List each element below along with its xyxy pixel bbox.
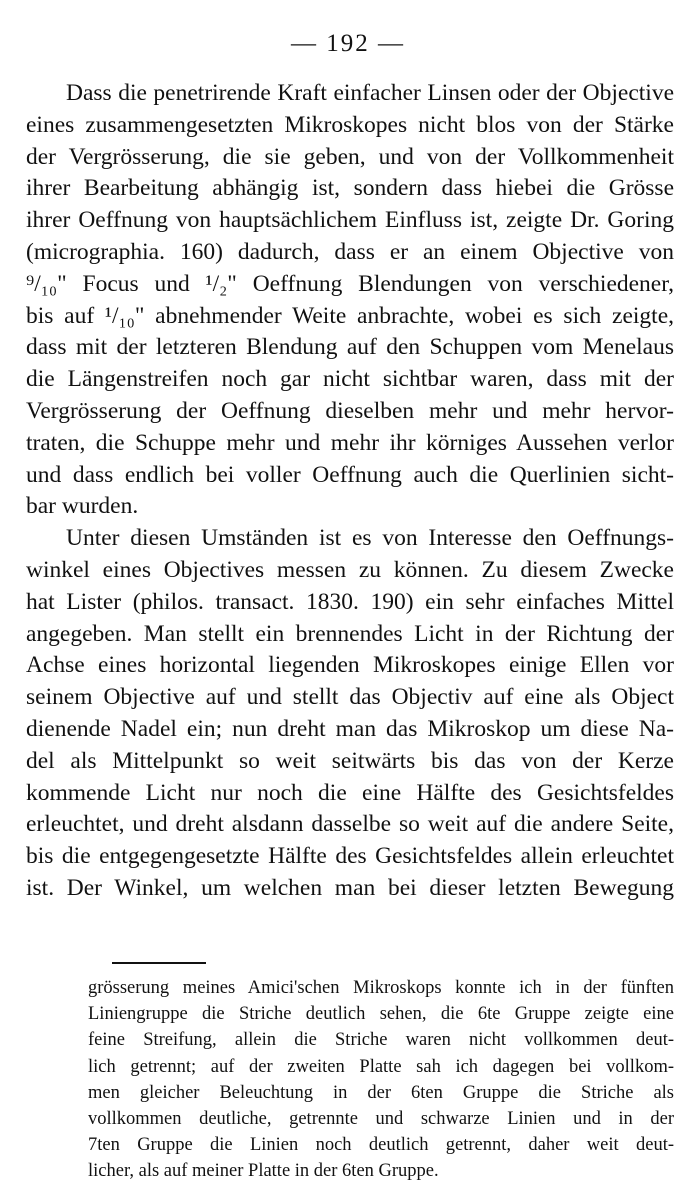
main-text: [26, 78, 674, 905]
footnote-line: 7ten Gruppe die Linien noch deutlich getrennt, daher weit deut-: [88, 1135, 674, 1156]
text-line: hat Lister (philos. transact. 1830. 190) ein sehr einfaches Mittel: [26, 588, 674, 615]
text-line: ihrer Oeffnung von hauptsächlichem Einfluss ist, zeigte Dr. Goring: [26, 207, 674, 234]
text-line: bis auf ¹/₁₀" abnehmender Weite anbrachte, wobei es sich zeigte,: [26, 302, 674, 329]
footnote-line: vollkommen deutliche, getrennte und schwarze Linien und in der: [88, 1109, 674, 1130]
text-line: eines zusammengesetzten Mikroskopes nicht blos von der Stärke: [26, 111, 674, 138]
footnote-divider: [112, 962, 206, 964]
footnote-line: grösserung meines Amici'schen Mikroskops konnte ich in der fünften: [88, 978, 674, 998]
text-line: traten, die Schuppe mehr und mehr ihr körniges Aussehen verlor: [26, 429, 674, 456]
footnote-line: lich getrennt; auf der zweiten Platte sah ich dagegen bei vollkom-: [88, 1056, 674, 1077]
text-line: der Vergrösserung, die sie geben, und von der Vollkommenheit: [26, 143, 674, 170]
text-line: angegeben. Man stellt ein brennendes Licht in der Richtung der: [26, 620, 674, 647]
text-line: die Längenstreifen noch gar nicht sichtbar waren, dass mit der: [26, 366, 674, 393]
page-number: — 192 —: [291, 30, 405, 57]
footnote-line: men gleicher Beleuchtung in der 6ten Gruppe die Striche als: [88, 1082, 674, 1103]
text-line: bar wurden.: [26, 493, 139, 520]
text-line: dienende Nadel ein; nun dreht man das Mikroskop um diese Na-: [26, 715, 674, 742]
text-line: dass mit der letzteren Blendung auf den Schuppen vom Menelaus: [26, 334, 674, 361]
text-line: ihrer Bearbeitung abhängig ist, sondern dass hiebei die Grösse: [26, 175, 674, 202]
text-line: Achse eines horizontal liegenden Mikroskopes einige Ellen vor: [26, 652, 674, 679]
text-line: bis die entgegengesetzte Hälfte des Gesichtsfeldes allein erleuchtet: [26, 843, 674, 870]
text-line: ⁹/₁₀" Focus und ¹/₂" Oeffnung Blendungen von verschiedener,: [26, 270, 674, 297]
footnote: [88, 975, 674, 1185]
text-line: del als Mittelpunkt so weit seitwärts bis das von der Kerze: [26, 747, 674, 774]
footnote-line: licher, als auf meiner Platte in der 6ten Gruppe.: [88, 1161, 439, 1182]
text-line: erleuchtet, und dreht alsdann dasselbe so weit auf die andere Seite,: [26, 811, 674, 838]
text-line: Unter diesen Umständen ist es von Interesse den Oeffnungs-: [66, 525, 674, 552]
footnote-line: feine Streifung, allein die Striche waren nicht vollkommen deut-: [88, 1030, 674, 1051]
text-line: Dass die penetrirende Kraft einfacher Linsen oder der Objective: [66, 80, 674, 106]
text-line: winkel eines Objectives messen zu können. Zu diesem Zwecke: [26, 556, 674, 583]
footnote-line: Liniengruppe die Striche deutlich sehen, die 6te Gruppe zeigte eine: [88, 1004, 674, 1025]
text-line: seinem Objective auf und stellt das Objectiv auf eine als Object: [26, 684, 674, 711]
text-line: Vergrösserung der Oeffnung dieselben mehr und mehr hervor-: [26, 397, 674, 424]
text-line: (micrographia. 160) dadurch, dass er an einem Objective von: [26, 238, 674, 265]
text-line: kommende Licht nur noch die eine Hälfte des Gesichtsfeldes: [26, 779, 674, 806]
text-line: und dass endlich bei voller Oeffnung auch die Querlinien sicht-: [26, 461, 674, 488]
text-line: ist. Der Winkel, um welchen man bei dieser letzten Bewegung: [26, 874, 674, 901]
